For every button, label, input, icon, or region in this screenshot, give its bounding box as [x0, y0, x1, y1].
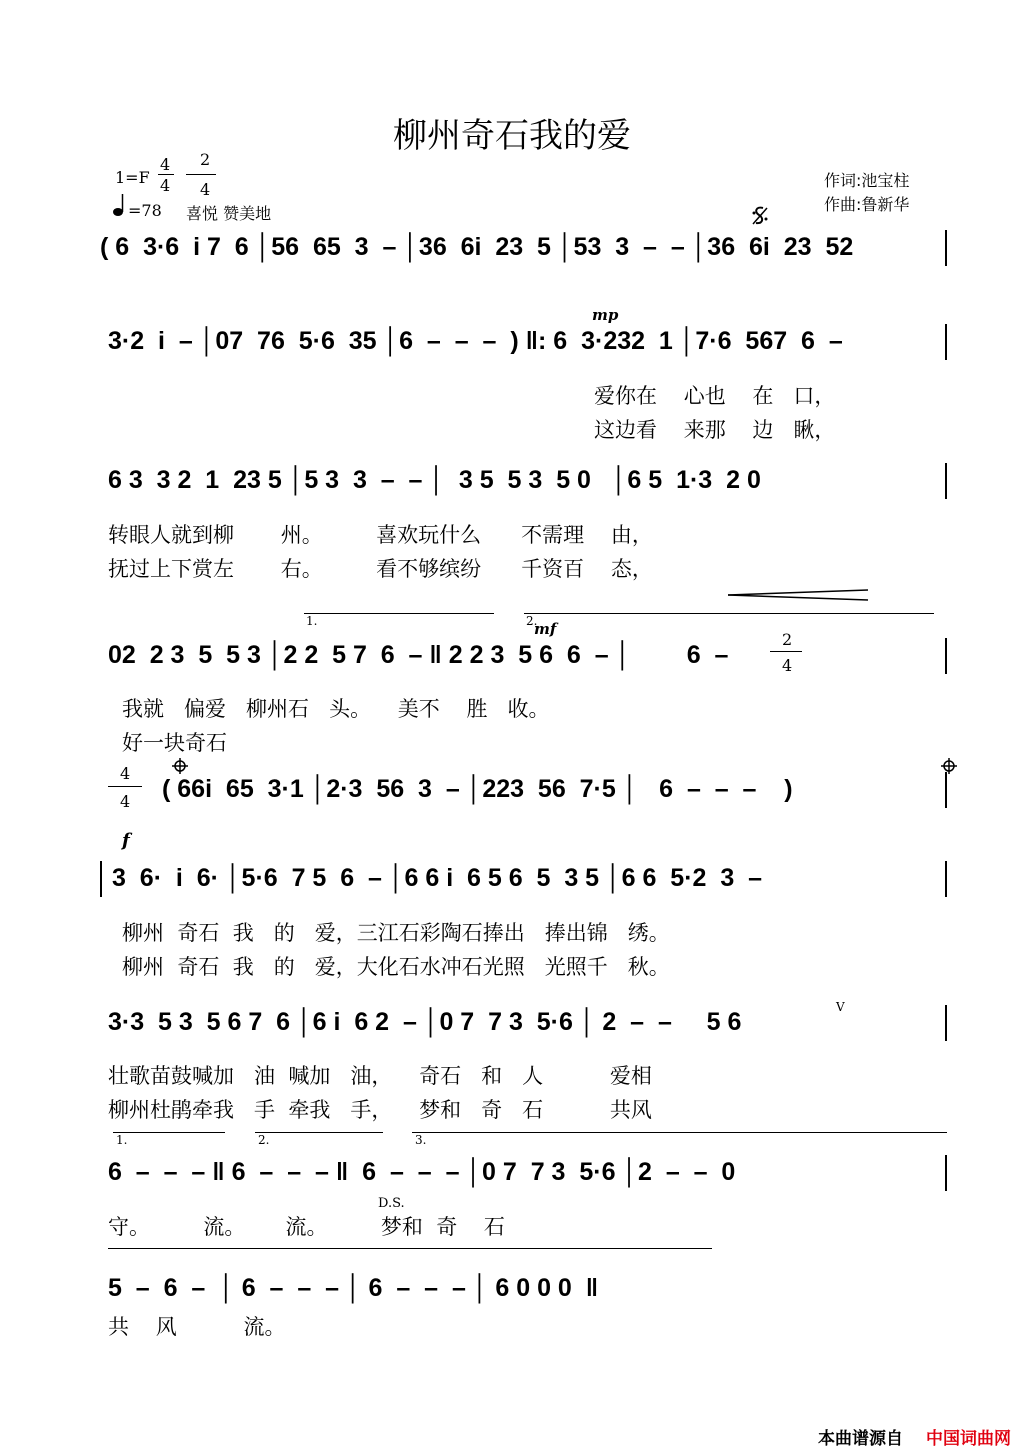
lyrics-line-2-verse-2: 这边看 来那 边 瞅，	[594, 418, 836, 442]
dal-segno-marking: D.S.	[378, 1196, 405, 1211]
key-signature: 1=F	[115, 168, 150, 187]
lyrics-line-7-verse-1: 壮歌苗鼓喊加 油 喊加 油， 奇石 和 人 爱相	[108, 1064, 652, 1088]
notation-line-2: 3·2 i – │07 76 5·6 35 │6 – – – ) ‖: 6 3·232 1 │7·6 567 6 –	[108, 327, 843, 355]
fraction-bar	[770, 651, 802, 652]
notation-line-9: 5 – 6 – │ 6 – – – │ 6 – – – │ 6 0 0 0 ‖	[108, 1274, 599, 1302]
lyrics-line-7-verse-2: 柳州杜鹃牵我 手 牵我 手， 梦和 奇 石 共风	[108, 1098, 652, 1122]
volta-bracket	[113, 1132, 225, 1133]
volta-1-label: 1.	[306, 614, 318, 628]
composer-credit: 作曲:鲁新华	[824, 195, 910, 214]
notation-line-7: 3·3 5 3 5 6 7 6 │6 i 6 2 – │0 7 7 3 5·6 │ 2 – – 5 6	[108, 1008, 742, 1036]
volta-1-label: 1.	[116, 1133, 128, 1147]
time-signature-alt-bottom: 4	[200, 180, 211, 199]
fraction-bar	[186, 174, 216, 175]
coda-icon	[172, 758, 188, 774]
volta-bracket	[304, 613, 494, 614]
volta-bracket	[255, 1132, 383, 1133]
volta-bracket	[412, 1132, 947, 1133]
meter-return-bottom: 4	[120, 792, 131, 811]
coda-icon	[941, 758, 957, 774]
barline	[945, 1155, 947, 1191]
volta-2-label: 2.	[258, 1133, 270, 1147]
breath-mark: V	[836, 1000, 845, 1014]
decrescendo-icon	[728, 588, 872, 602]
meter-change-bottom: 4	[782, 656, 793, 675]
lyrics-line-4-verse-1: 我就 偏爱 柳州石 头。 美不 胜 收。	[122, 697, 550, 721]
lyrics-line-8: 守。 流。 流。 梦和 奇 石	[108, 1215, 505, 1239]
dynamic-mf: mf	[534, 620, 557, 638]
repeat-start-barline	[100, 861, 102, 897]
tempo-marking: =78	[128, 201, 162, 220]
time-signature-main-top: 4	[160, 155, 171, 174]
fraction-bar	[108, 786, 142, 787]
footer-source-label: 本曲谱源自	[818, 1429, 903, 1449]
lyrics-line-2-verse-1: 爱你在 心也 在 口，	[594, 384, 836, 408]
notation-line-4: 02 2 3 5 5 3 │2 2 5 7 6 – ‖ 2 2 3 5 6 6 – │ 6 –	[108, 641, 729, 669]
time-signature-main-bottom: 4	[160, 176, 171, 195]
barline	[945, 463, 947, 499]
dynamic-mp: mp	[592, 306, 619, 324]
meter-return-top: 4	[120, 764, 131, 783]
quarter-note-icon	[112, 193, 128, 217]
notation-line-3: 6 3 3 2 1 23 5 │5 3 3 – – │ 3 5 5 3 5 0 │6 5 1·3 2 0	[108, 466, 761, 494]
barline	[945, 638, 947, 674]
barline	[945, 861, 947, 897]
barline	[945, 324, 947, 360]
barline	[945, 230, 947, 266]
lyrics-line-4-verse-2: 好一块奇石	[122, 731, 227, 755]
time-signature-alt-top: 2	[200, 150, 211, 169]
dynamic-f: f	[122, 830, 130, 851]
lyrics-line-6-verse-1: 柳州 奇石 我 的 爱，三江石彩陶石捧出 捧出锦 绣。	[122, 921, 670, 945]
volta-3-label: 3.	[415, 1133, 427, 1147]
lyrics-line-6-verse-2: 柳州 奇石 我 的 爱，大化石水冲石光照 光照千 秋。	[122, 955, 670, 979]
lyrics-line-3-verse-1: 转眼人就到柳 州。 喜欢玩什么 不需理 由，	[108, 523, 653, 547]
notation-line-6: 3 6· i 6· │5·6 7 5 6 – │6 6 i 6 5 6 5 3 5 │6 6 5·2 3 –	[112, 864, 763, 892]
lyrics-line-9: 共 风 流。	[108, 1315, 286, 1339]
barline	[945, 1005, 947, 1041]
notation-line-1: ( 6 3·6 i 7 6 │56 65 3 – │36 6i 23 5 │53 3 – – │36 6i 23 52	[100, 233, 854, 261]
expression-marking: 喜悦 赞美地	[186, 204, 272, 223]
volta-bracket	[108, 1248, 712, 1249]
lyrics-line-3-verse-2: 抚过上下赏左 右。 看不够缤纷 千资百 态，	[108, 557, 653, 581]
notation-line-8: 6 – – – ‖ 6 – – – ‖ 6 – – – │0 7 7 3 5·6 │2 – – 0	[108, 1158, 736, 1186]
volta-2-label: 2.	[526, 614, 538, 628]
lyricist-credit: 作词:池宝柱	[824, 171, 910, 190]
volta-bracket	[524, 613, 934, 614]
page-title: 柳州奇石我的爱	[393, 116, 631, 156]
barline	[945, 772, 947, 808]
footer-site-link[interactable]: 中国词曲网	[926, 1429, 1011, 1449]
meter-change-top: 2	[782, 630, 793, 649]
segno-icon	[750, 204, 770, 228]
notation-line-5: ( 66i 65 3·1 │2·3 56 3 – │223 56 7·5 │ 6 – – – )	[162, 775, 793, 803]
fraction-bar	[158, 174, 174, 175]
